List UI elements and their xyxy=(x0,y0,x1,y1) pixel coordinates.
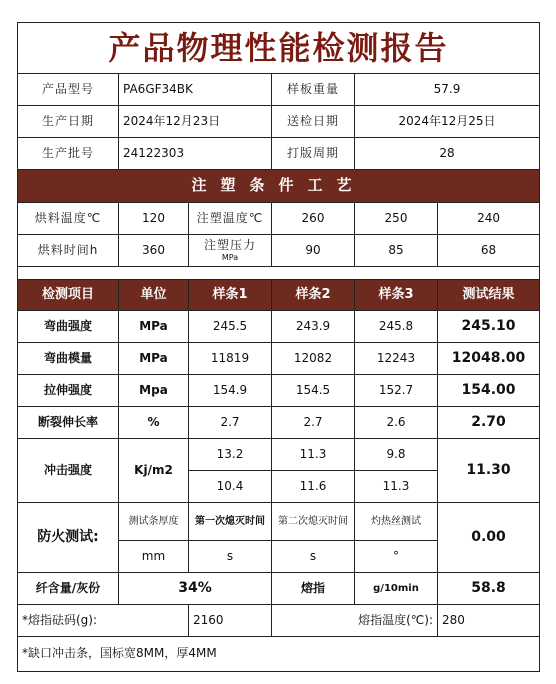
footer-note: *缺口冲击条，国标宽8MM，厚4MM xyxy=(18,637,540,672)
drying-time-label: 烘料时间h xyxy=(18,235,119,267)
impact-unit: Kj/m2 xyxy=(119,439,189,503)
info-row-dates xyxy=(18,106,540,138)
sample-value: 152.7 xyxy=(355,375,438,407)
header-sample-3: 样条3 xyxy=(355,280,438,311)
drying-temp-label: 烘料温度℃ xyxy=(18,203,119,235)
process-row-time xyxy=(18,235,540,267)
melt-settings-row xyxy=(18,605,540,637)
sample-value: 154.9 xyxy=(189,375,272,407)
table-row xyxy=(18,407,540,439)
impact-value: 11.3 xyxy=(355,471,438,503)
report-title: 产品物理性能检测报告 xyxy=(18,23,540,74)
sample-value: 243.9 xyxy=(272,311,355,343)
batch-no-label: 生产批号 xyxy=(18,138,119,170)
inspection-date-value: 2024年12月25日 xyxy=(355,106,540,138)
production-date-value: 2024年12月23日 xyxy=(119,106,272,138)
table-row xyxy=(18,311,540,343)
impact-value: 9.8 xyxy=(355,439,438,471)
sample-value: 12243 xyxy=(355,343,438,375)
injection-pressure-2: 85 xyxy=(355,235,438,267)
drying-temp-value: 120 xyxy=(119,203,189,235)
inspection-date-label: 送检日期 xyxy=(272,106,355,138)
injection-pressure-3: 68 xyxy=(438,235,540,267)
spacer-row xyxy=(18,267,540,280)
impact-value: 11.6 xyxy=(272,471,355,503)
sample-value: 154.5 xyxy=(272,375,355,407)
impact-item: 冲击强度 xyxy=(18,439,119,503)
cycle-label: 打版周期 xyxy=(272,138,355,170)
process-row-temp xyxy=(18,203,540,235)
fire-row-1 xyxy=(18,503,540,541)
melt-label: 熔指 xyxy=(272,573,355,605)
test-result: 245.10 xyxy=(438,311,540,343)
test-unit: % xyxy=(119,407,189,439)
fiber-label: 纤含量/灰份 xyxy=(18,573,119,605)
header-sample-2: 样条2 xyxy=(272,280,355,311)
test-item: 断裂伸长率 xyxy=(18,407,119,439)
test-unit: MPa xyxy=(119,343,189,375)
tests-header-row xyxy=(18,280,540,311)
report-sheet xyxy=(17,22,539,672)
header-result: 测试结果 xyxy=(438,280,540,311)
production-date-label: 生产日期 xyxy=(18,106,119,138)
product-model-label: 产品型号 xyxy=(18,74,119,106)
fire-unit-s2: s xyxy=(272,541,355,573)
fire-unit-mm: mm xyxy=(119,541,189,573)
sample-value: 2.6 xyxy=(355,407,438,439)
melt-weight-value: 2160 xyxy=(189,605,272,637)
melt-value: 58.8 xyxy=(438,573,540,605)
drying-time-value: 360 xyxy=(119,235,189,267)
impact-value: 13.2 xyxy=(189,439,272,471)
test-result: 2.70 xyxy=(438,407,540,439)
melt-weight-label: *熔指砝码(g): xyxy=(18,605,189,637)
injection-temp-2: 250 xyxy=(355,203,438,235)
injection-temp-3: 240 xyxy=(438,203,540,235)
sample-value: 2.7 xyxy=(272,407,355,439)
header-item: 检测项目 xyxy=(18,280,119,311)
injection-pressure-1: 90 xyxy=(272,235,355,267)
sample-value: 245.5 xyxy=(189,311,272,343)
sample-weight-label: 样板重量 xyxy=(272,74,355,106)
test-result: 154.00 xyxy=(438,375,540,407)
injection-temp-label: 注塑温度℃ xyxy=(189,203,272,235)
sample-value: 245.8 xyxy=(355,311,438,343)
report-table xyxy=(17,22,540,672)
impact-result: 11.30 xyxy=(438,439,540,503)
fiber-value: 34% xyxy=(119,573,272,605)
test-unit: MPa xyxy=(119,311,189,343)
fire-col-glow-wire: 灼热丝测试 xyxy=(355,503,438,541)
test-item: 弯曲强度 xyxy=(18,311,119,343)
melt-unit: g/10min xyxy=(355,573,438,605)
injection-pressure-unit: MPa xyxy=(221,252,239,262)
info-row-batch xyxy=(18,138,540,170)
process-banner: 注塑条件工艺 xyxy=(18,170,540,203)
test-item: 拉伸强度 xyxy=(18,375,119,407)
info-row-model xyxy=(18,74,540,106)
sample-value: 11819 xyxy=(189,343,272,375)
header-sample-1: 样条1 xyxy=(189,280,272,311)
test-unit: Mpa xyxy=(119,375,189,407)
injection-temp-1: 260 xyxy=(272,203,355,235)
cycle-value: 28 xyxy=(355,138,540,170)
sample-value: 12082 xyxy=(272,343,355,375)
melt-temp-label: 熔指温度(℃): xyxy=(272,605,438,637)
table-row xyxy=(18,375,540,407)
injection-pressure-label: 注塑压力 xyxy=(203,238,256,252)
test-item: 弯曲模量 xyxy=(18,343,119,375)
melt-temp-value: 280 xyxy=(438,605,540,637)
injection-pressure-label-cell xyxy=(189,235,272,267)
fire-result: 0.00 xyxy=(438,503,540,573)
fire-col-second: 第二次熄灭时间 xyxy=(272,503,355,541)
product-model-value: PA6GF34BK xyxy=(119,74,272,106)
fire-unit-s1: s xyxy=(189,541,272,573)
fire-col-thickness: 测试条厚度 xyxy=(119,503,189,541)
fire-unit-degree: ° xyxy=(355,541,438,573)
impact-value: 10.4 xyxy=(189,471,272,503)
sample-value: 2.7 xyxy=(189,407,272,439)
table-row xyxy=(18,343,540,375)
sample-weight-value: 57.9 xyxy=(355,74,540,106)
fire-item: 防火测试: xyxy=(18,503,119,573)
fiber-row xyxy=(18,573,540,605)
batch-no-value: 24122303 xyxy=(119,138,272,170)
impact-value: 11.3 xyxy=(272,439,355,471)
test-result: 12048.00 xyxy=(438,343,540,375)
header-unit: 单位 xyxy=(119,280,189,311)
impact-row-1 xyxy=(18,439,540,471)
fire-col-first: 第一次熄灭时间 xyxy=(189,503,272,541)
